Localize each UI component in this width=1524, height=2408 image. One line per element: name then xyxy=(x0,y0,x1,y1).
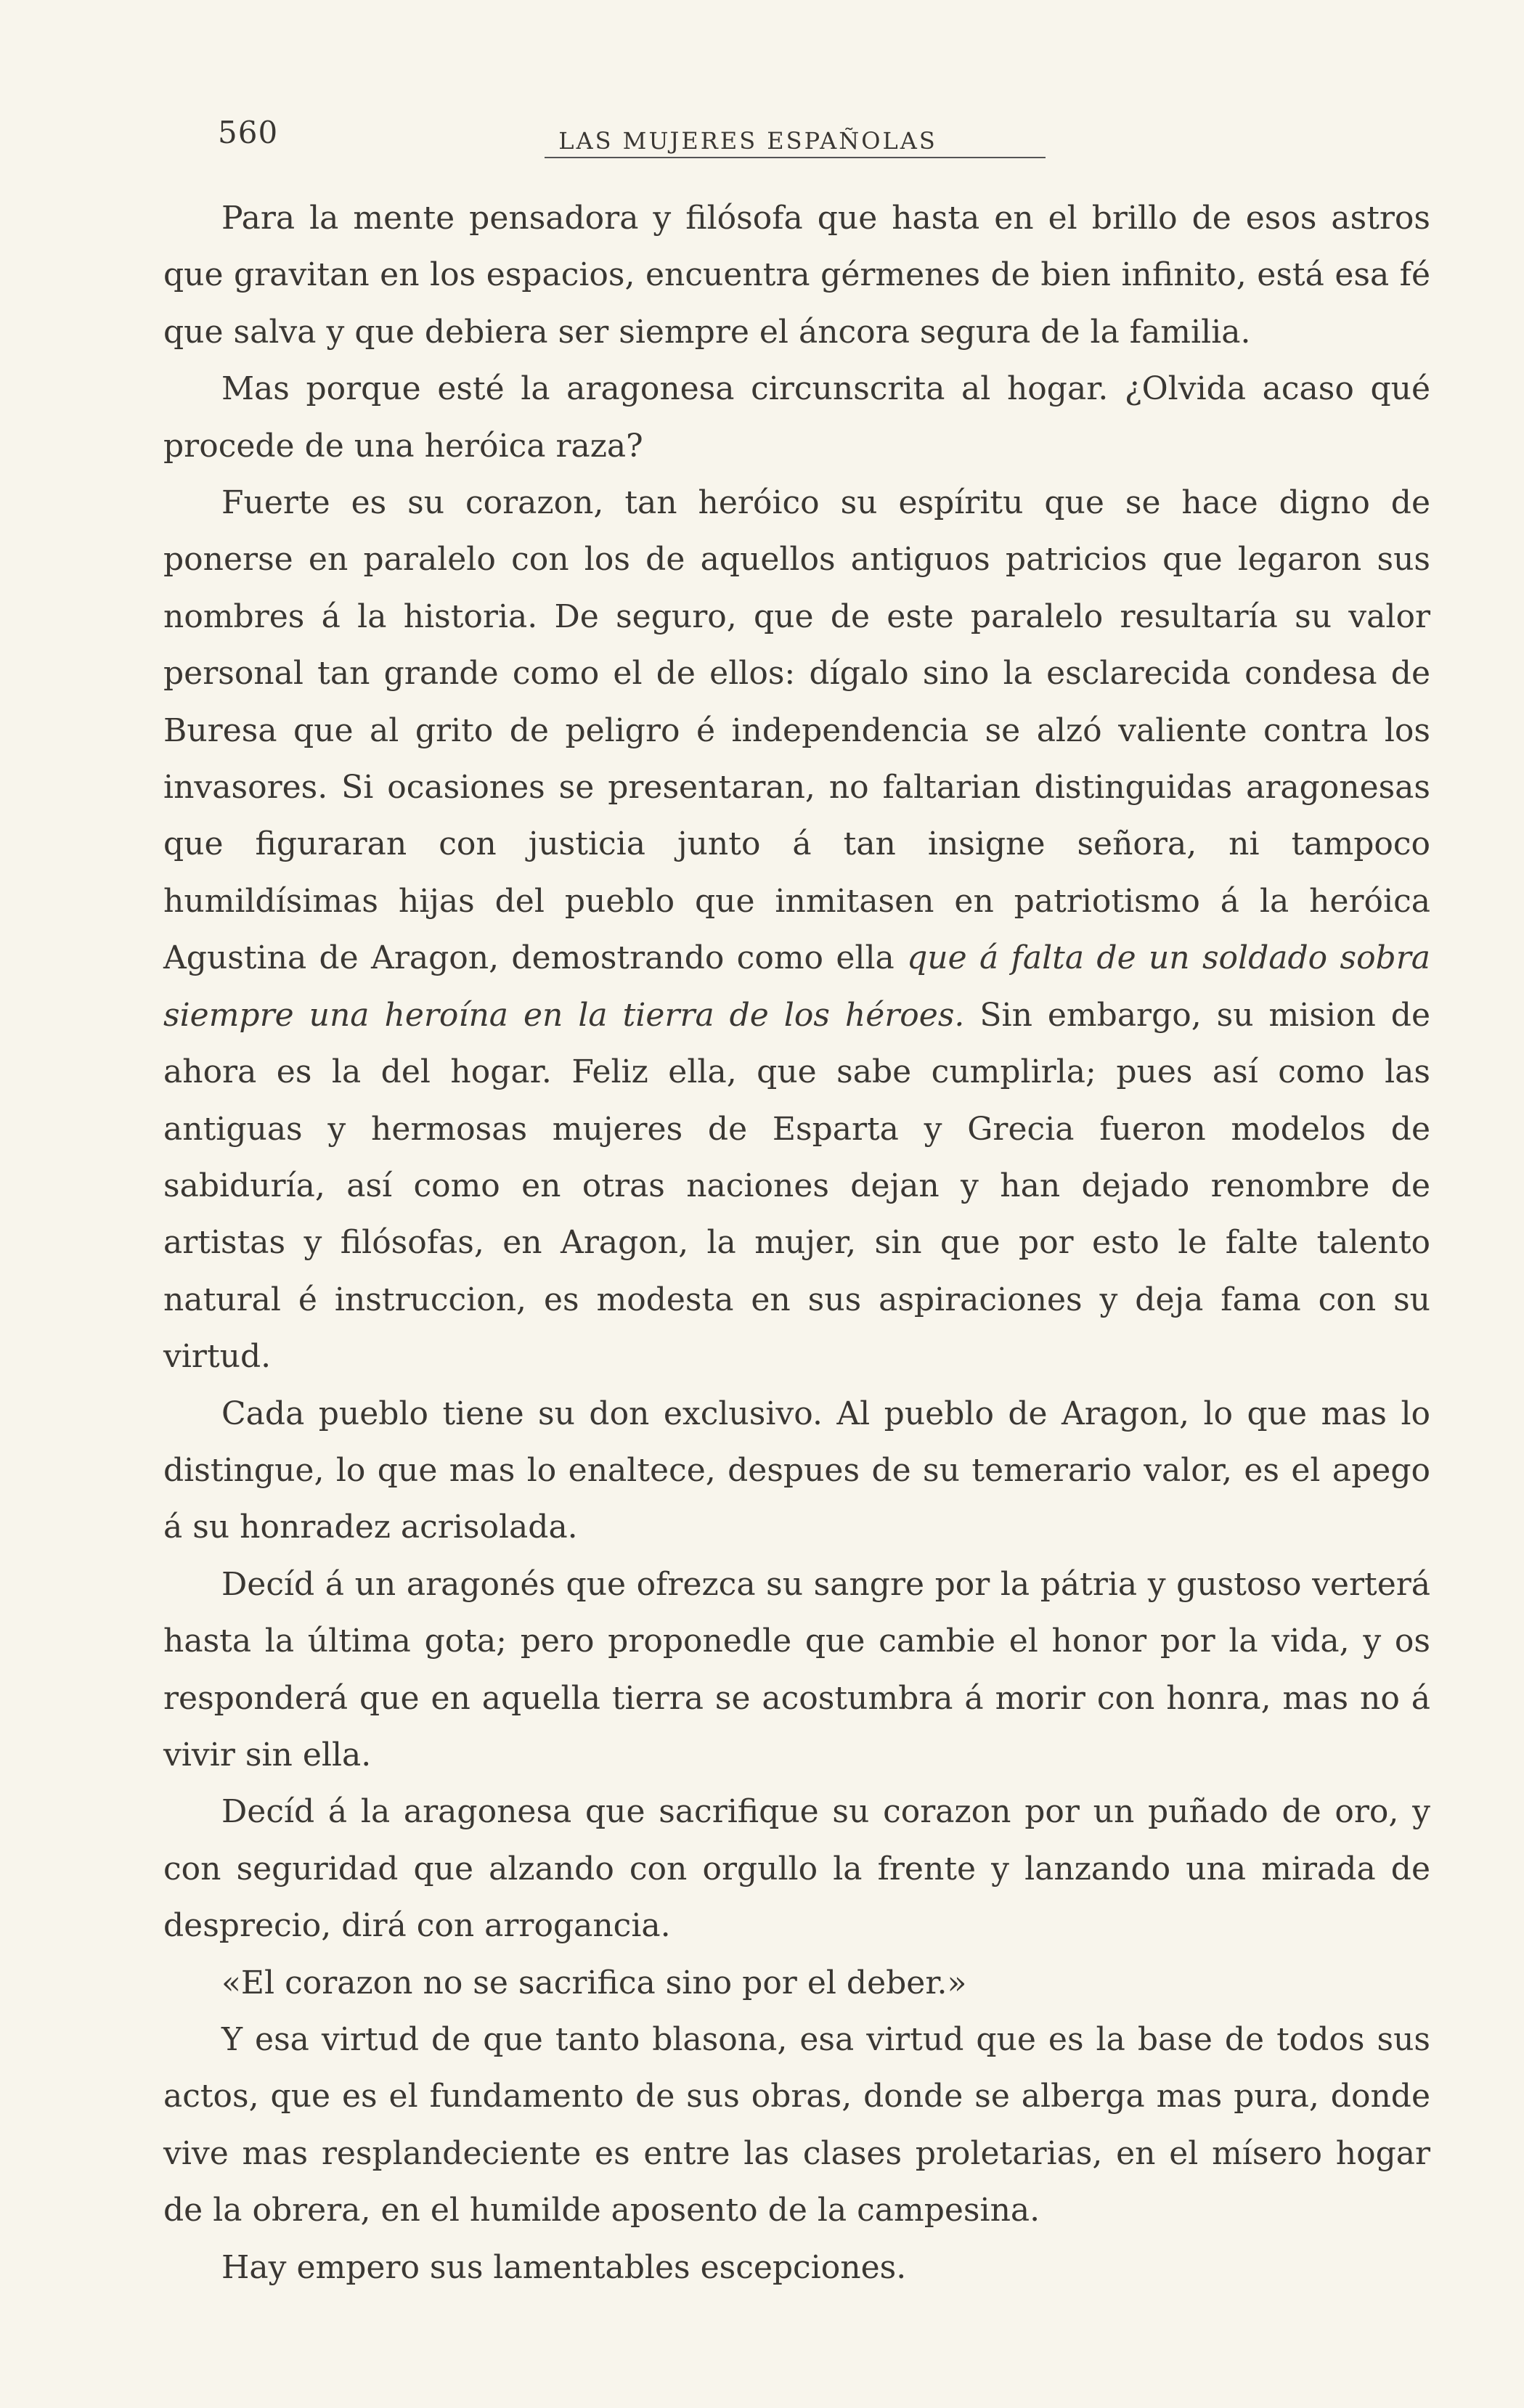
italic-quote: que á falta de un soldado sobra siempre una heroína en la tierra de los héroes. xyxy=(163,939,1430,1034)
page-number: 560 xyxy=(218,115,279,150)
running-title: LAS MUJERES ESPAÑOLAS xyxy=(558,127,937,155)
paragraph-text: Fuerte es su corazon, tan heróico su espíritu que se hace digno de ponerse en paralelo con los de aquellos antiguos patricios que legaron sus nombres á la historia. De seguro, que de este paralelo resultaría su valor personal tan grande como el de ellos: dígalo sino la esclarecida condesa de Buresa que al grito de peligro é independencia se alzó valiente contra los invasores. Si ocasiones se presentaran, no faltarian distinguidas aragonesas que figuraran con justicia junto á tan insigne señora, ni tampoco humildísimas hijas del pueblo que inmitasen en patriotismo á la heróica Agustina de Aragon, demostrando como ella xyxy=(163,484,1430,977)
paragraph: Decíd á la aragonesa que sacrifique su corazon por un puñado de oro, y con seguridad que alzando con orgullo la frente y lanzando una mirada de desprecio, dirá con arrogancia. xyxy=(163,1793,1430,1945)
quoted-line: «El corazon no se sacrifica sino por el deber.» xyxy=(221,1964,967,2001)
paragraph: Para la mente pensadora y filósofa que hasta en el brillo de esos astros que gravitan en los espacios, encuentra gérmenes de bien infinito, está esa fé que salva y que debiera ser siempre el áncora segura de la familia. xyxy=(163,200,1430,351)
paragraph: Hay empero sus lamentables escepciones. xyxy=(221,2248,907,2286)
paragraph-text: Sin embargo, su mision de ahora es la del hogar. Feliz ella, que sabe cumplirla; pues así como las antiguas y hermosas mujeres de Esparta y Grecia fueron modelos de sabiduría, así como en otras naciones dejan y han dejado renombre de artistas y filósofas, en Aragon, la mujer, sin que por esto le falte talento natural é instruccion, es modesta en sus aspiraciones y deja fama con su virtud. xyxy=(163,996,1430,1376)
paragraph: Cada pueblo tiene su don exclusivo. Al pueblo de Aragon, lo que mas lo distingue, lo que mas lo enaltece, despues de su temerario valor, es el apego á su honradez acrisolada. xyxy=(163,1395,1430,1546)
paragraph: Decíd á un aragonés que ofrezca su sangre por la pátria y gustoso verterá hasta la última gota; pero proponedle que cambie el honor por la vida, y os responderá que en aquella tierra se acostumbra á morir con honra, mas no á vivir sin ella. xyxy=(163,1565,1430,1774)
header-rule xyxy=(545,157,1046,158)
body-text xyxy=(163,190,1430,2296)
paragraph: Mas porque esté la aragonesa circunscrita al hogar. ¿Olvida acaso qué procede de una heróica raza? xyxy=(163,370,1430,465)
paragraph: Y esa virtud de que tanto blasona, esa virtud que es la base de todos sus actos, que es el fundamento de sus obras, donde se alberga mas pura, donde vive mas resplandeciente es entre las clases proletarias, en el mísero hogar de la obrera, en el humilde aposento de la campesina. xyxy=(163,2021,1430,2229)
paragraph xyxy=(163,475,1430,1386)
